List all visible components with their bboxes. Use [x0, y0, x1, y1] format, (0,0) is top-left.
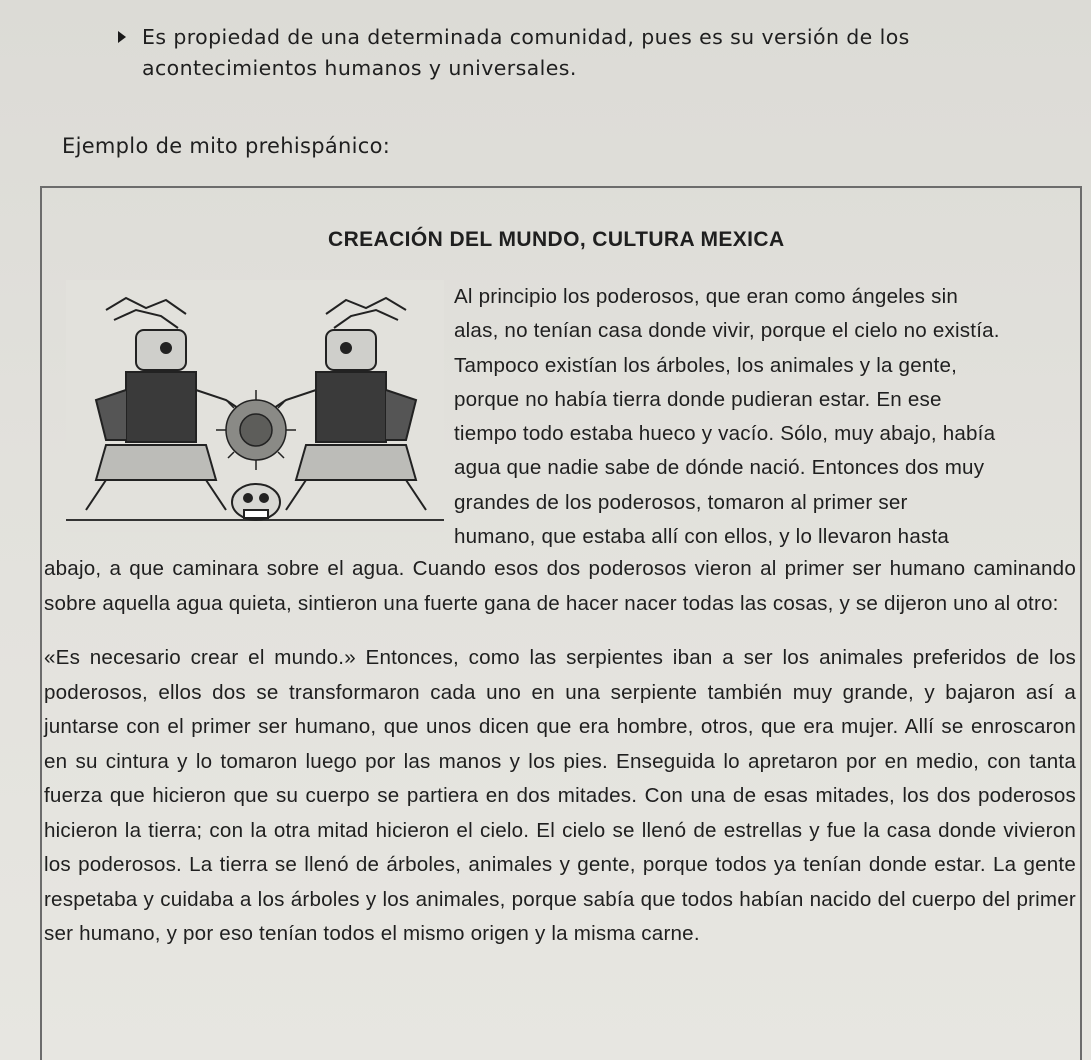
wrap-line: Tampoco existían los árboles, los animales y la gente,	[454, 353, 958, 377]
wrap-line: tiempo todo estaba hueco y vacío. Sólo, muy abajo, había	[454, 422, 996, 446]
wrap-line: porque no había tierra donde pudieran estar. En ese	[454, 387, 942, 411]
bullet-text: Es propiedad de una determinada comunidad, pues es su versión de los acontecimientos humanos y universales.	[142, 25, 910, 80]
aztec-codex-deities-illustration-icon	[66, 280, 444, 532]
story-paragraph-2: «Es necesario crear el mundo.» Entonces, como las serpientes iban a ser los animales preferidos de los poderosos, ellos dos se transformaron cada uno en una serpiente también muy grande, y bajaron así a juntarse con el primer ser humano, que unos dicen que era hombre, otros, que era mujer. Allí se enroscaron en su cintura y lo tomaron luego por las manos y los pies. Enseguida lo apretaron por en medio, con tanta fuerza que hicieron que su cuerpo se partiera en dos mitades. Con una de esas mitades, los dos poderosos hicieron la tierra; con la otra mitad hicieron el cielo. El cielo se llenó de estrellas y fue la casa donde vivieron los poderosos. La tierra se llenó de árboles, animales y gente, porque todos ya tenían donde estar. La gente respetaba y cuidaba a los árboles y los animales, porque sabía que todos habían nacido del cuerpo del primer ser humano, y por eso tenían todos el mismo origen y la misma carne.	[44, 646, 1076, 945]
wrap-line: grandes de los poderosos, tomaron al primer ser	[454, 490, 908, 514]
story-title: CREACIÓN DEL MUNDO, CULTURA MEXICA	[328, 228, 785, 251]
story-body	[44, 552, 1076, 972]
wrap-line: agua que nadie sabe de dónde nació. Entonces dos muy	[454, 456, 985, 480]
story-paragraph-1-continued: abajo, a que caminara sobre el agua. Cuando esos dos poderosos vieron al primer ser humano caminando sobre aquella agua quieta, sintieron una fuerte gana de hacer nacer todas las cosas, y se dijeron uno al otro:	[44, 557, 1076, 615]
wrap-line: humano, que estaba allí con ellos, y lo llevaron hasta	[454, 525, 950, 549]
bullet-paragraph	[118, 22, 1068, 84]
wrap-line: Al principio los poderosos, que eran como ángeles sin	[454, 285, 958, 308]
story-wrapped-text	[454, 280, 1072, 554]
section-subtitle: Ejemplo de mito prehispánico:	[62, 134, 391, 158]
bullet-arrow-icon	[118, 31, 126, 43]
wrap-line: alas, no tenían casa donde vivir, porque el cielo no existía.	[454, 319, 1000, 343]
